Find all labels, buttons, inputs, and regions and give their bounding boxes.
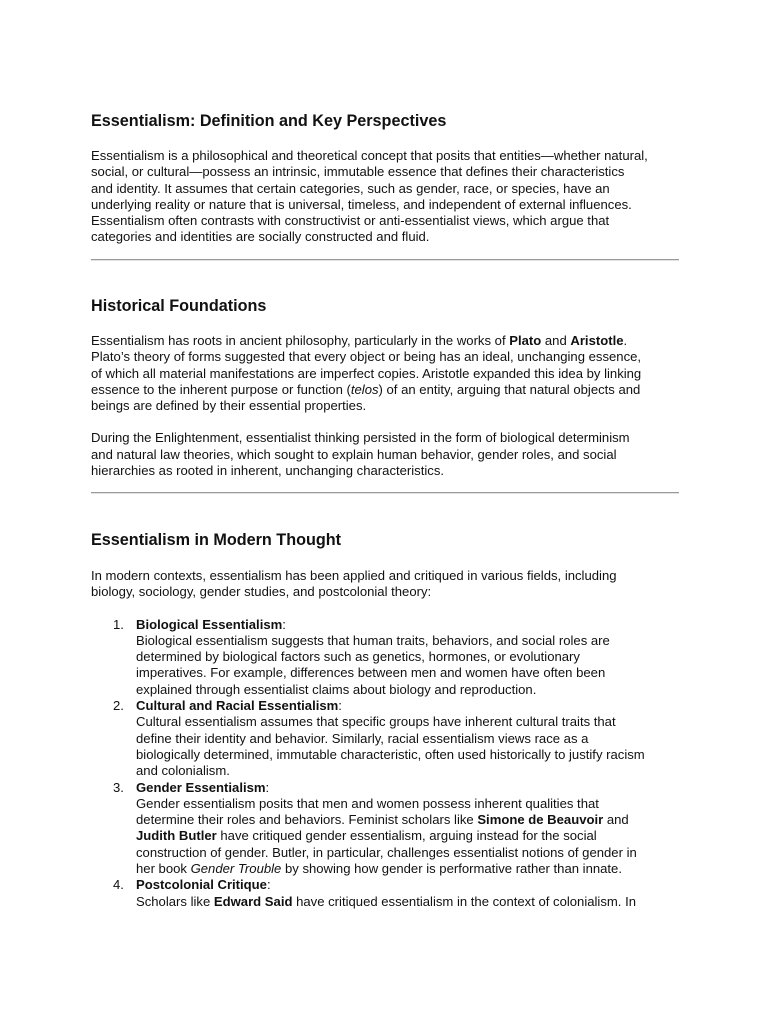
numbered-list [91, 617, 681, 910]
section-paragraph: Essentialism is a philosophical and theoretical concept that posits that entities—whether natural, social, or cultural—possess an intrinsic, immutable essence that defines their characteristics and identity. It assumes that certain categories, such as gender, race, or species, have an underlying reality or nature that is universal, timeless, and independent of external influences. Essentialism often contrasts with constructivist or anti-essentialist views, which argue that categories and identities are socially constructed and fluid. [91, 148, 648, 245]
list-number: 2. [113, 698, 124, 714]
section-paragraph: During the Enlightenment, essentialist thinking persisted in the form of biological determinism and natural law theories, which sought to explain human behavior, gender roles, and social hierarchies as rooted in inherent, unchanging characteristics. [91, 430, 630, 479]
section-definition [91, 111, 681, 246]
list-number: 3. [113, 779, 124, 795]
list-item: 3. Gender Essentialism: Gender essentialism posits that men and women possess inherent qualities that determine their roles and behaviors. Feminist scholars like Simone de Beauvoir and Judith Butler have critiqued gender essentialism, arguing instead for the social construction of gender. Butler, in particular, challenges essentialist notions of gender in her book Gender Trouble by showing how gender is performative rather than innate. [113, 779, 637, 877]
section-paragraph: Essentialism has roots in ancient philosophy, particularly in the works of Plato and Aristotle. Plato’s theory of forms suggested that every object or being has an ideal, unchanging essence, of which all material manifestations are imperfect copies. Aristotle expanded this idea by linking essence to the inherent purpose or function (telos) of an entity, arguing that natural objects and beings are defined by their essential properties. [91, 333, 642, 414]
list-item-heading: Biological Essentialism [136, 616, 283, 632]
section-title: Essentialism in Modern Thought [91, 531, 342, 549]
list-number: 4. [113, 877, 124, 893]
section-title: Essentialism: Definition and Key Perspectives [91, 112, 447, 130]
name-aristotle: Aristotle [570, 333, 624, 348]
book-title-gender-trouble: Gender Trouble [190, 861, 282, 877]
section-paragraph: In modern contexts, essentialism has been applied and critiqued in various fields, including biology, sociology, gender studies, and postcolonial theory: [91, 568, 617, 600]
list-item: 1. Biological Essentialism: Biological essentialism suggests that human traits, behaviors, and social roles are determined by biological factors such as genetics, hormones, or evolutionary imperatives. For example, differences between men and women have often been explained through essentialist claims about biology and reproduction. [113, 616, 610, 697]
name-plato: Plato [509, 333, 542, 348]
name-edward-said: Edward Said [213, 893, 293, 909]
name-judith-butler: Judith Butler [136, 828, 217, 844]
name-simone-de-beauvoir: Simone de Beauvoir [477, 812, 604, 828]
list-item-heading: Postcolonial Critique [136, 877, 267, 893]
section-historical-foundations [91, 296, 681, 479]
term-telos: telos [350, 381, 379, 397]
list-item: 4. Postcolonial Critique: Scholars like Edward Said have critiqued essentialism in the context of colonialism. In [113, 877, 636, 909]
list-number: 1. [113, 616, 124, 632]
list-item-heading: Gender Essentialism [136, 779, 266, 795]
section-title: Historical Foundations [91, 297, 267, 315]
horizontal-divider [91, 492, 679, 494]
list-item-heading: Cultural and Racial Essentialism [136, 698, 339, 714]
horizontal-divider [91, 259, 679, 261]
section-modern-thought [91, 530, 681, 910]
list-item: 2. Cultural and Racial Essentialism: Cultural essentialism assumes that specific groups have inherent cultural traits that define their identity and behavior. Similarly, racial essentialism views race as a biologically determined, immutable characteristic, often used historically to justify racism and colonialism. [113, 698, 645, 779]
